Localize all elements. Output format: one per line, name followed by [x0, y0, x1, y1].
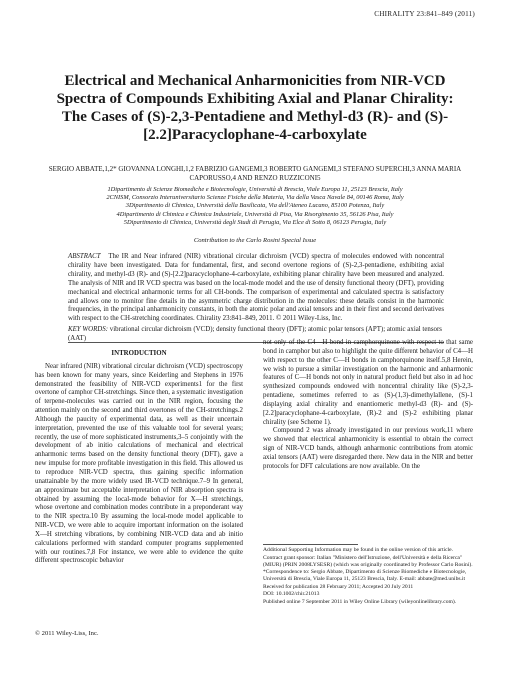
affiliation-5: 5Dipartimento di Chimica, Università degli Studi di Perugia, Via Elce di Sotto 8, 06123 Perugia, Italy: [123, 218, 387, 226]
footnote-grant: Contract grant sponsor: Italian "Ministero dell'Istruzione, dell'Università e della Ricerca" (MIUR) (PRIN 2008LYSESR) (which was originally coordinated by Professor Carlo Rosini).: [263, 554, 473, 568]
footnotes: [263, 547, 473, 606]
copyright: © 2011 Wiley-Liss, Inc.: [35, 630, 99, 637]
intro-heading: INTRODUCTION: [111, 350, 167, 357]
abstract: [68, 253, 444, 324]
affiliation-2: 2CNISM, Consorzio Interuniversitario Scienze Fisiche della Materia, Via della Vasca Navale 84, 00146 Roma, Italy: [106, 194, 404, 202]
right-column: [263, 339, 473, 472]
abstract-label: ABSTRACT: [68, 253, 101, 260]
footnote-published: Published online 7 September 2011 in Wiley Online Library (wileyonlinelibrary.com).: [263, 598, 457, 605]
contribution-note: Contribution to the Carlo Rosini Special Issue: [193, 237, 317, 244]
affiliation-1: 1Dipartimento di Scienze Biomediche e Biotecnologie, Università di Brescia, Viale Europa 11, 25123 Brescia, Italy: [107, 186, 403, 193]
footnote-supporting-info: Additional Supporting Information may be found in the online version of this article.: [263, 547, 453, 553]
keywords-text: vibrational circular dichroism (VCD); density functional theory (DFT); atomic polar tensors (APT); atomic axial tensors (AAT): [68, 326, 442, 342]
left-column: [35, 350, 243, 566]
affiliation-3: 3Dipartimento di Chimica, Università della Basilicata, Via dell'Ateneo Lucano, 85100 Potenza, Italy: [125, 202, 385, 210]
footnote-received: Received for publication 28 February 2011; Accepted 20 July 2011: [263, 583, 414, 590]
keywords-label: KEY WORDS:: [68, 326, 109, 333]
abstract-text: The IR and Near infrared (NIR) vibrational circular dichroism (VCD) spectra of molecules endowed with noncentral chirality have been investigated. Data for fundamental, first, and second overtone regions of (S)-2,3-pentadiene, exhibiting axial chirality, and methyl-d3 (R)- and (S)-[2.2]paracyclophane-4-carboxylate, exhibiting planar chirality have been measured and analyzed. The analysis of NIR and IR VCD spectra was based on the local-mode model and the use of density functional theory (DFT), providing mechanical and electrical anharmonic terms for all CH-bonds. The comparison of experimental and calculated spectra is satisfactory and allows one to monitor fine details in the asymmetric charge distribution in the molecules: these details consist in the harmonic frequencies, in the principal anharmonicity constants, in both the atomic polar and axial tensors and in their first and second derivatives with respect to the CH-stretching coordinates. Chirality 23:841–849, 2011. © 2011 Wiley-Liss, Inc.: [68, 253, 444, 323]
affiliation-4: 4Dipartimento di Chimica e Chimica Industriale, Università di Pisa, Via Risorgimento 35, 56126 Pisa, Italy: [116, 210, 394, 218]
running-header: CHIRALITY 23:841–849 (2011): [374, 10, 475, 18]
right-paragraph-1: not only of the C4—H bond in camphorquinone with respect to that same bond in camphor but also to highlight the quite different behavior of C4—H with respect to the other C—H bonds in camphorquinone itself.5,8 Herein, we wish to pursue a similar investigation on the harmonic and anharmonic features of C—H bonds not only in natural product field but also in ad hoc synthesized compounds endowed with noncentral chirality like (S)-2,3-pentadiene, sometimes referred to as (S)-(1,3)-dimethylallene, (S)-1 displaying axial chirality and enantiomeric methyl-d3 (R)- and (S)-[2.2]paracyclophane-4-carboxylate, (R)-2 and (S)-2 exhibiting planar chirality (see Scheme 1).: [263, 339, 473, 426]
right-paragraph-2: Compound 2 was already investigated in our previous work,11 where we showed that electrical anharmonicity is essential to obtain the correct sign of NIR-VCD bands, although anharmonic contributions from atomic axial tensors (AAT) were disregarded there. New data in the NIR and better protocols for DFT calculations are now available. On the: [263, 427, 473, 470]
footnote-doi: DOI: 10.1002/chir.21013: [263, 591, 320, 597]
footnote-divider: [263, 544, 358, 545]
affiliations: [30, 186, 480, 227]
footnote-correspondence: *Correspondence to: Sergio Abbate, Dipartimento di Scienze Biomediche e Biotecnologie, Università di Brescia, Viale Europa 11, 25123 Brescia, Italy. E-mail: abbate@med.unibs.it: [263, 569, 467, 582]
author-list: SERGIO ABBATE,1,2* GIOVANNA LONGHI,1,2 FABRIZIO GANGEMI,3 ROBERTO GANGEMI,3 STEFANO SUPERCHI,3 ANNA MARIA CAPORUSSO,4 AND RENZO RUZZICONI5: [48, 165, 462, 182]
article-title: Electrical and Mechanical Anharmonicities from NIR-VCD Spectra of Compounds Exhibiting Axial and Planar Chirality: The Cases of (S)-2,3-Pentadiene and Methyl-d3 (R)- and (S)-[2.2]Paracyclophane-4-carboxylate: [56, 73, 454, 143]
intro-paragraph: Near infrared (NIR) vibrational circular dichroism (VCD) spectroscopy has been known for many years, since Keiderling and Stephens in 1976 demonstrated the feasibility of NIR-VCD experiments1 for the first overtone of camphor CH-stretchings. Since then, a systematic investigation of terpene-molecules was carried out in the NIR region, focusing the attention mainly on the second and third overtones of the CH-stretchings.2 Although the paucity of experimental data, as well as their uncertain interpretation, prevented the use of this valuable tool for several years; recently, the use of more sophisticated instruments,3–5 conjointly with the development of ab initio calculations of mechanical and electrical anharmonic terms based on the density functional theory (DFT), gave a new impulse for more profitable investigation in this field. This allowed us to reproduce NIR-VCD spectra, thus gaining specific information unattainable by the more widely used IR-VCD technique.7–9 In general, an approximate but acceptable interpretation of NIR absorption spectra is obtained by assuming the local-mode behavior for X—H stretchings, whose overtone and combination modes contribute in a preponderant way to the NIR spectra.10 By assuming the local-mode model applicable to NIR-VCD, we were able to acquire important information on the isolated X—H stretching vibrations, by combining NIR-VCD data and ab initio calculations performed with standard computer programs supplemented with our routines.7,8 For instance, we were able to evidence the quite different spectroscopic behavior: [35, 362, 243, 565]
